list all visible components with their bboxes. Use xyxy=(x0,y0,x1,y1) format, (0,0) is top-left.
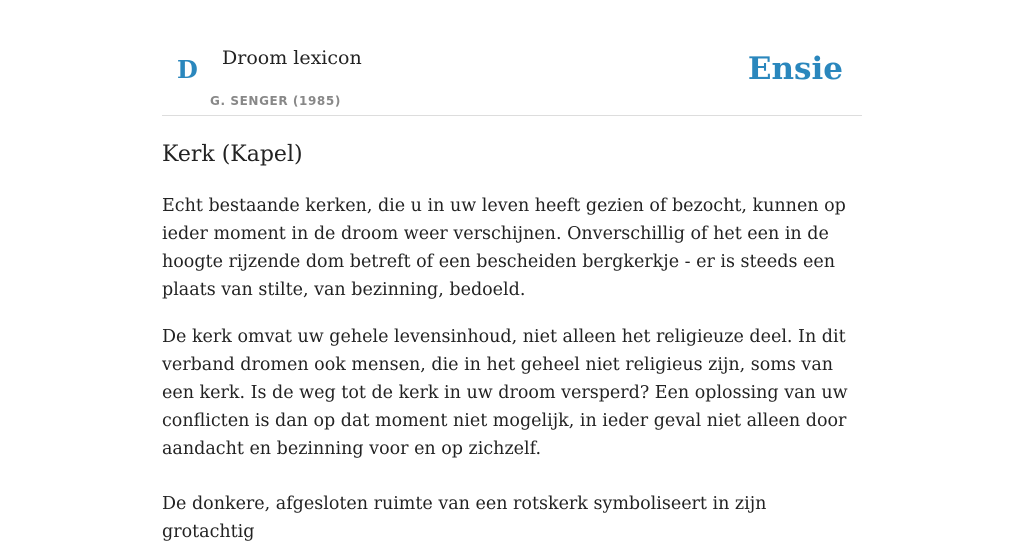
brand-logo-link[interactable]: Ensie xyxy=(747,51,843,87)
page-content xyxy=(162,0,862,542)
book-title-link[interactable]: Droom lexicon xyxy=(222,47,362,69)
entry-paragraph: De donkere, afgesloten ruimte van een rotskerk symboliseert in zijn grotachtig xyxy=(162,494,767,542)
book-author: G. SENGER (1985) xyxy=(210,94,341,108)
entry-title: Kerk (Kapel) xyxy=(162,142,303,167)
entry-paragraph: De kerk omvat uw gehele levensinhoud, niet alleen het religieuze deel. In dit verband dromen ook mensen, die in het geheel niet religieus zijn, soms van een kerk. Is de weg tot de kerk in uw droom versperd? Een oplossing van uw conflicten is dan op dat moment niet mogelijk, in ieder geval niet alleen door aandacht en bezinning voor en op zichzelf. xyxy=(162,327,848,459)
book-header xyxy=(162,0,862,116)
book-letter-icon: D xyxy=(177,55,198,84)
entry-paragraph: Echt bestaande kerken, die u in uw leven heeft gezien of bezocht, kunnen op ieder moment in de droom weer verschijnen. Onverschillig of het een in de hoogte rijzende dom betreft of een bescheiden bergkerkje - er is steeds een plaats van stilte, van bezinning, bedoeld. xyxy=(162,196,846,300)
